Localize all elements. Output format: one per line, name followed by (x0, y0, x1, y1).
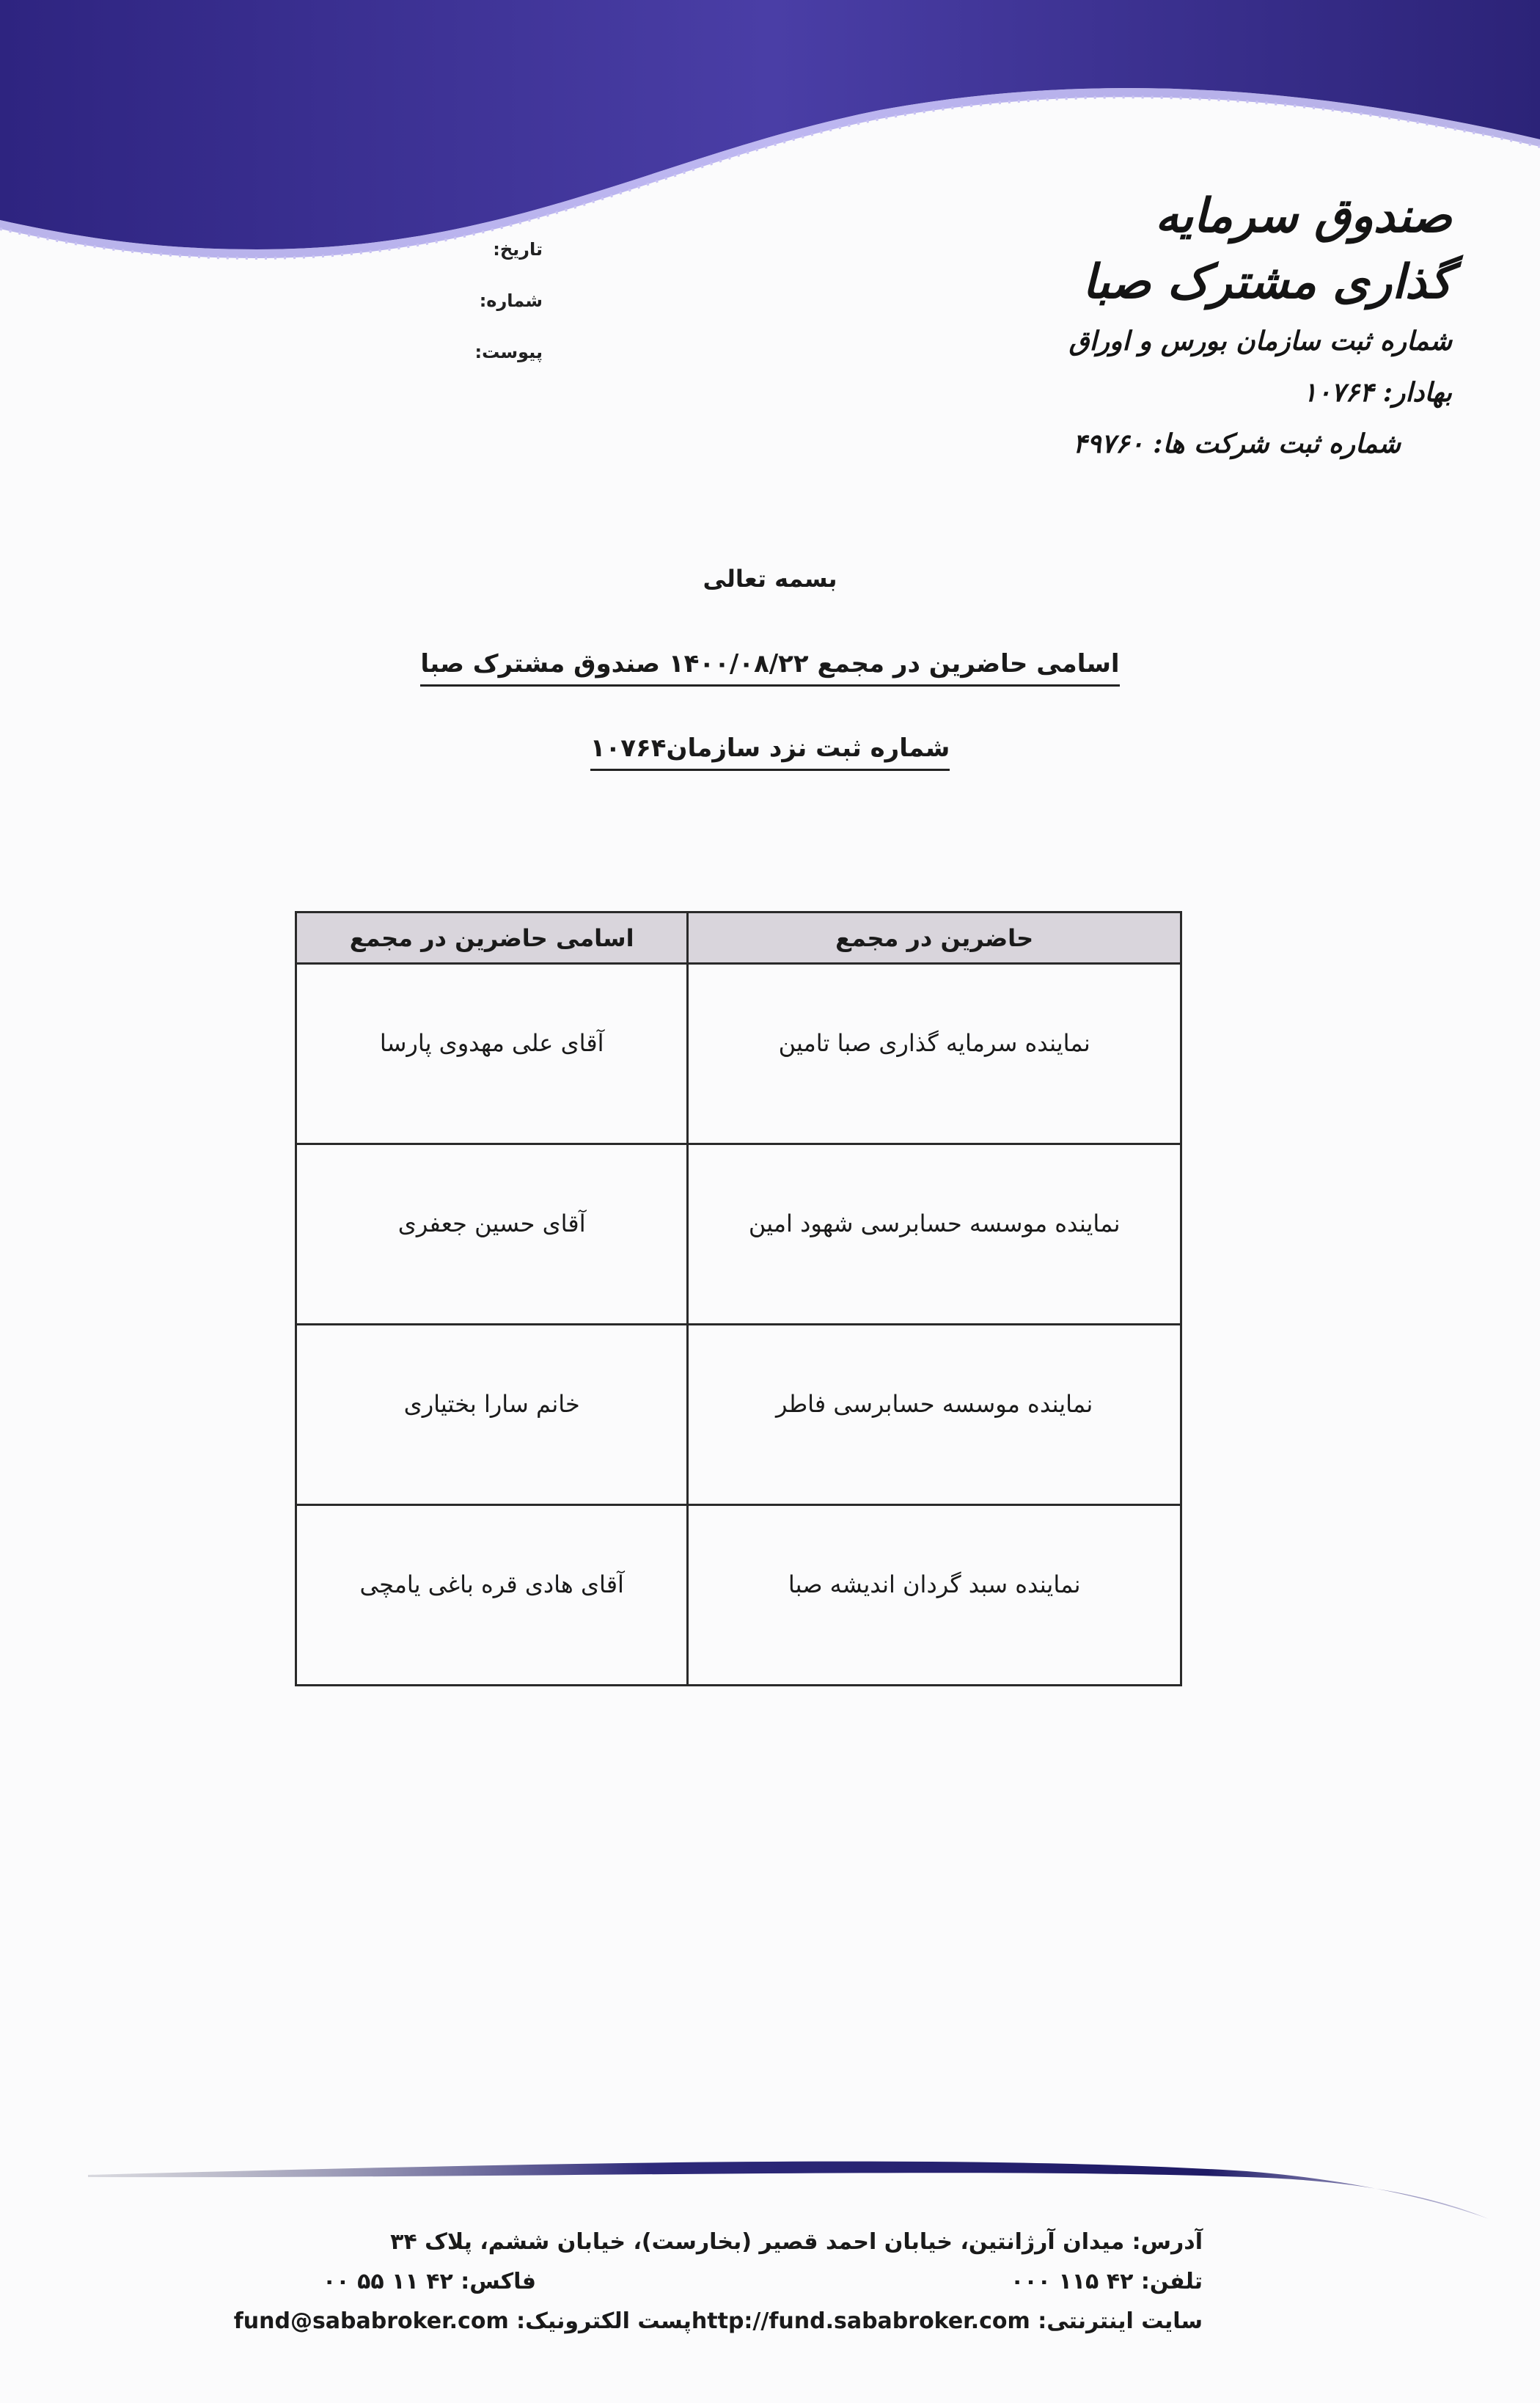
date-label: تاریخ: (493, 239, 543, 260)
entity-cell: نماینده موسسه حسابرسی شهود امین (688, 1144, 1181, 1325)
footer-phone-fax (323, 2262, 1203, 2302)
header-attendee-entity: حاضرین در مجمع (688, 912, 1181, 964)
fund-name: صندوق سرمایه گذاری مشترک صبا (1082, 189, 1452, 310)
table-row (296, 964, 1181, 1144)
footer-website[interactable]: سایت اینترنتی: http://fund.sababroker.com (691, 2308, 1203, 2334)
name-cell: آقای هادی قره باغی یامچی (296, 1505, 688, 1686)
table-row (296, 1505, 1181, 1686)
table-row (296, 1144, 1181, 1325)
entity-cell: نماینده سرمایه گذاری صبا تامین (688, 964, 1181, 1144)
company-registration: شماره ثبت شرکت ها: ۴۹۷۶۰ (1072, 428, 1401, 459)
letter-meta (411, 224, 543, 378)
invocation-heading (0, 565, 1540, 593)
table-header-row (296, 912, 1181, 964)
footer-phone: تلفن: ۴۲ ۱۱۵ ۰۰۰ (1011, 2269, 1203, 2294)
footer-email[interactable]: پست الکترونیک: fund@sababroker.com (233, 2308, 692, 2334)
registration-title-text: شماره ثبت نزد سازمان۱۰۷۶۴ (590, 734, 950, 771)
fund-brand (1041, 183, 1452, 469)
footer-web-email (233, 2302, 1203, 2341)
main-title-text: اسامی حاضرین در مجمع ۱۴۰۰/۰۸/۲۲ صندوق مشترک صبا (420, 649, 1119, 687)
footer-fax: فاکس: ۴۲ ۱۱ ۵۵ ۰۰ (323, 2269, 537, 2294)
header-attendee-name: اسامی حاضرین در مجمع (296, 912, 688, 964)
entity-cell: نماینده سبد گردان اندیشه صبا (688, 1505, 1181, 1686)
main-title (0, 649, 1540, 687)
registration-title (0, 734, 1540, 771)
footer-address: آدرس: میدان آرژانتین، خیابان احمد قصیر (بخارست)، خیابان ششم، پلاک ۳۴ (390, 2229, 1203, 2255)
attendees-table (295, 911, 1182, 1686)
name-cell: آقای علی مهدوی پارسا (296, 964, 688, 1144)
attachment-label: پیوست: (474, 342, 543, 362)
number-label: شماره: (479, 290, 543, 311)
entity-cell: نماینده موسسه حسابرسی فاطر (688, 1325, 1181, 1505)
footer-contact (233, 2223, 1203, 2341)
name-cell: آقای حسین جعفری (296, 1144, 688, 1325)
invocation-text: بسمه تعالی (703, 565, 837, 593)
attendees-table-wrap (295, 911, 1182, 1686)
sebo-registration: شماره ثبت سازمان بورس و اوراق بهادار: ۱۰۷۶۴ (1068, 326, 1452, 408)
name-cell: خانم سارا بختیاری (296, 1325, 688, 1505)
table-row (296, 1325, 1181, 1505)
